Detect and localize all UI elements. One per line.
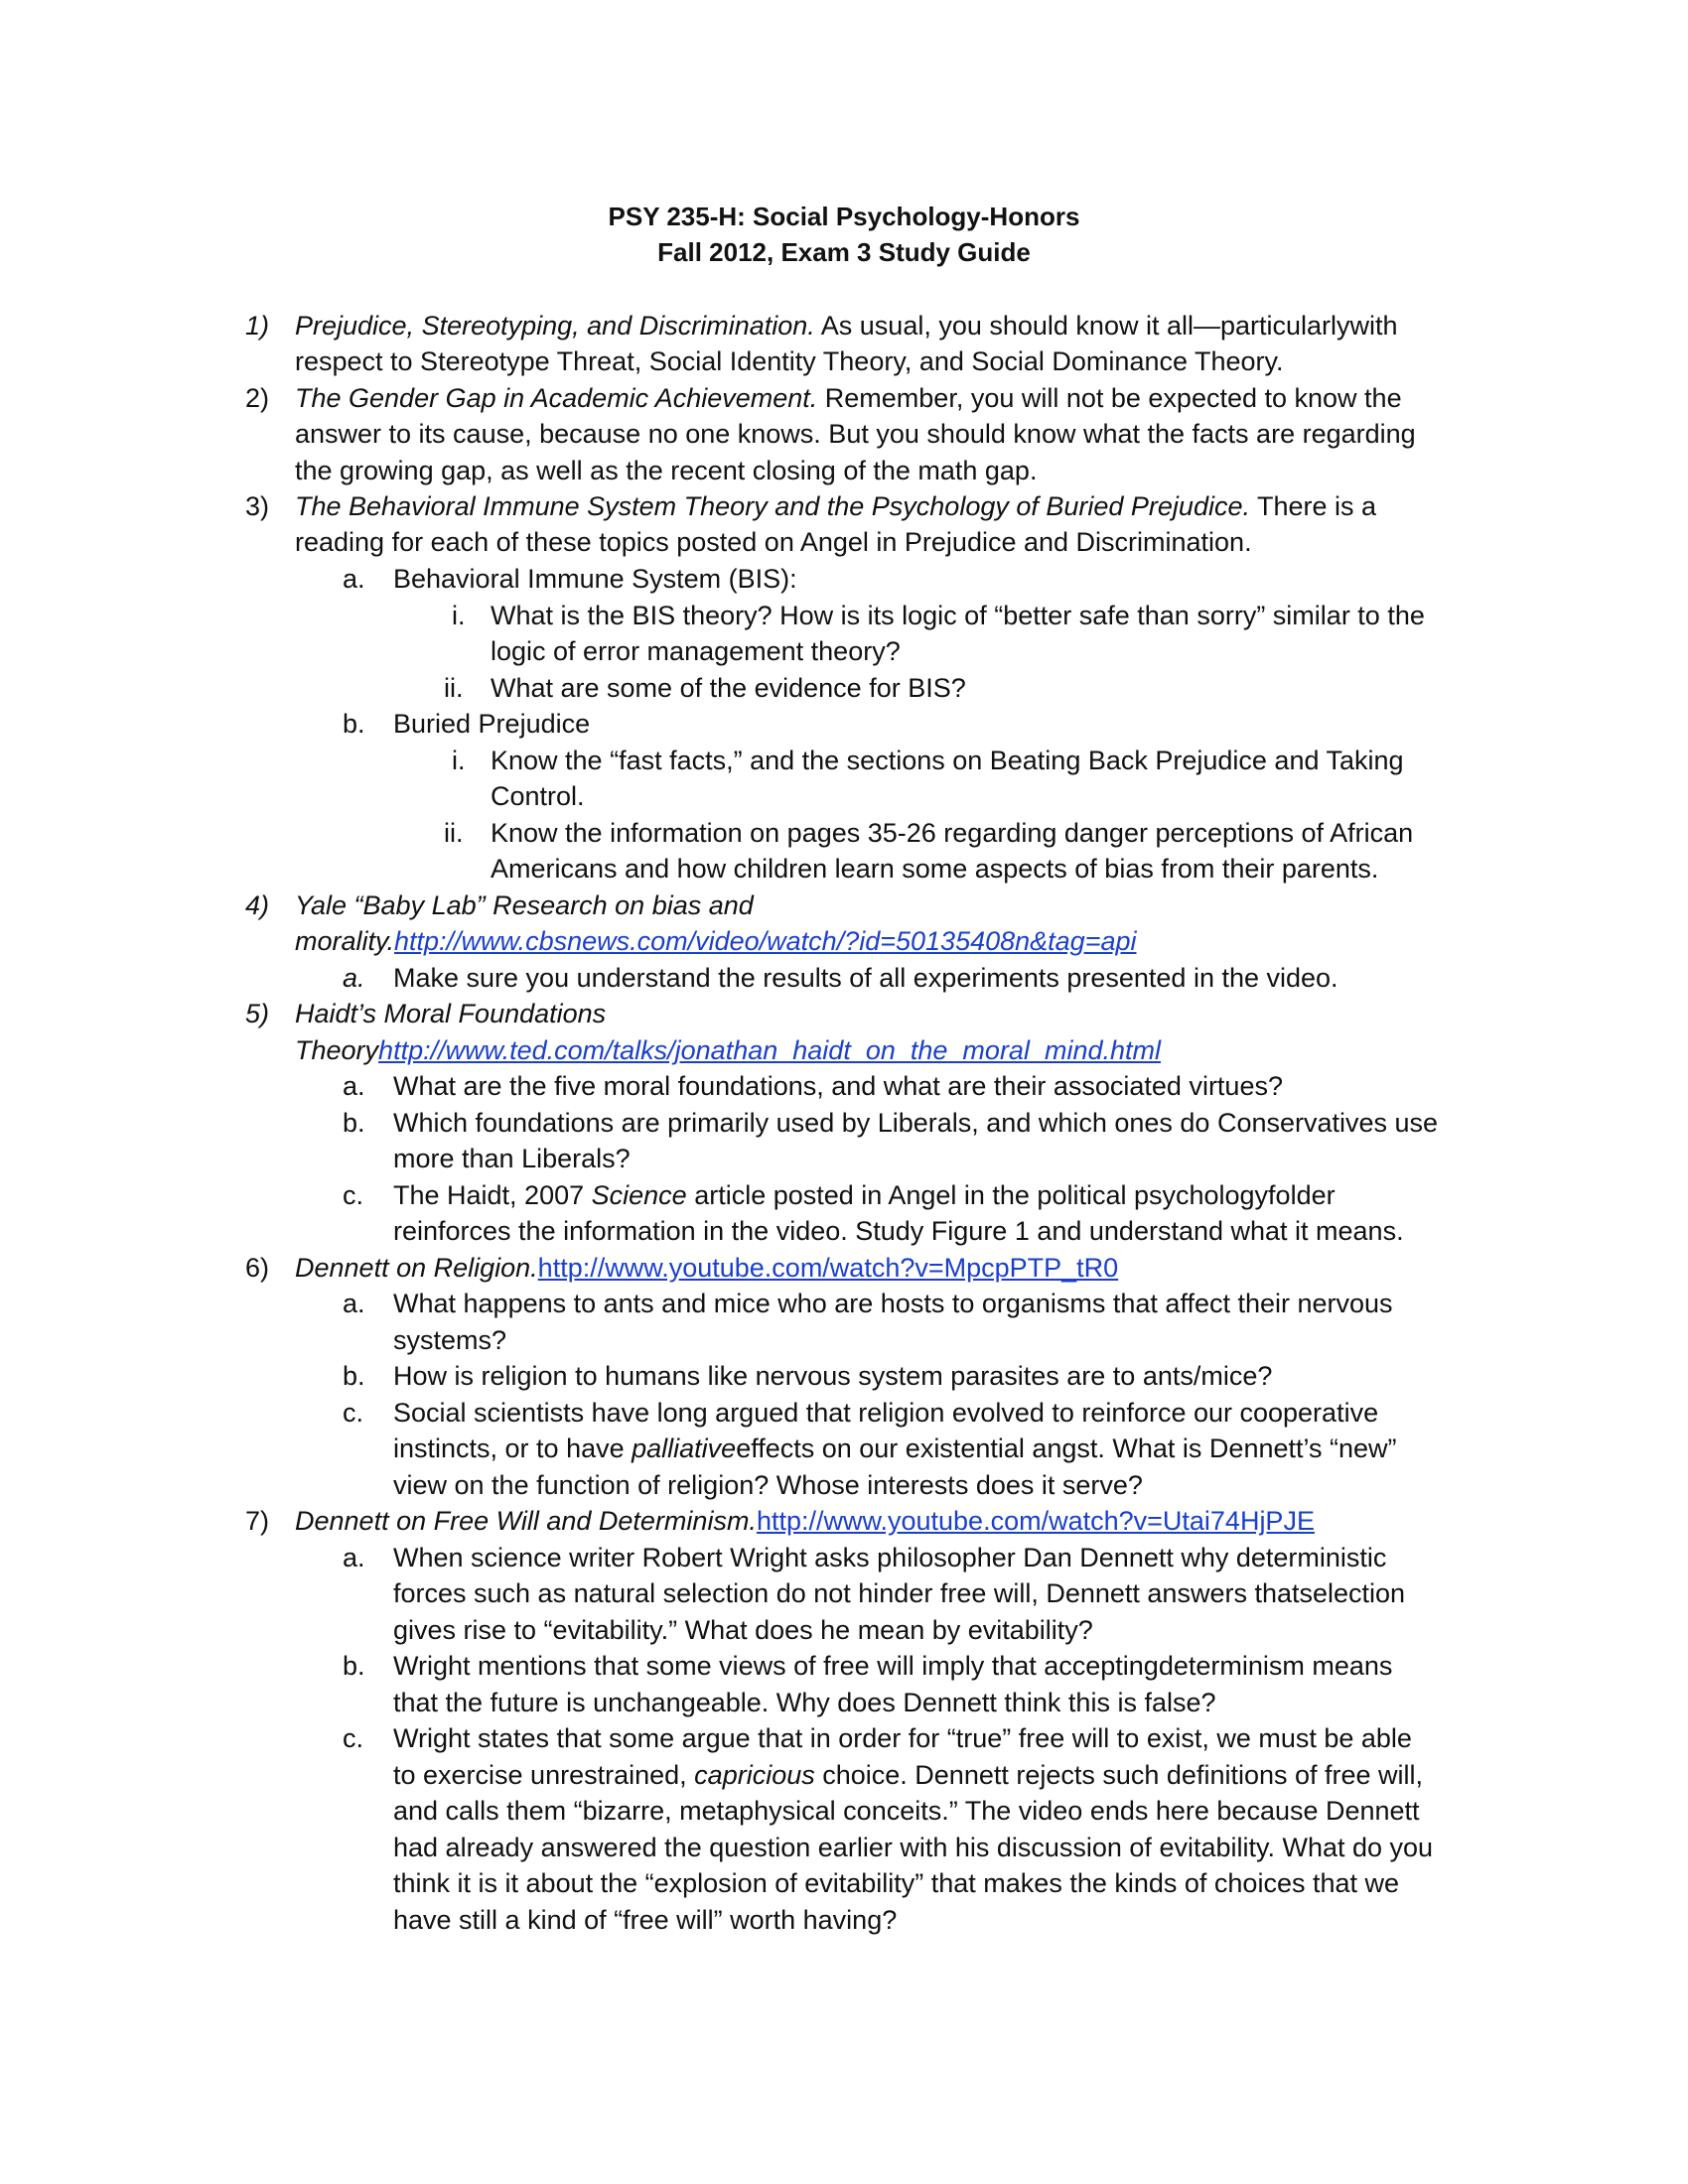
item-text: respect to Stereotype Threat, Social Identity Theory, and Social Dominance Theory. [295,346,1284,376]
sub-letter: a. [343,1289,365,1318]
sub-letter: a. [343,963,365,993]
page-subtitle: Fall 2012, Exam 3 Study Guide [657,237,1031,267]
item-text: answer to its cause, because no one knows. But you should know what the facts are regarding [295,419,1416,449]
subsub-item-text: Americans and how children learn some aspects of bias from their parents. [491,854,1379,884]
sub-item-text: Behavioral Immune System (BIS): [393,564,797,594]
sub-letter: b. [343,1108,365,1138]
item-heading: The Behavioral Immune System Theory and the Psychology of Buried Prejudice. [295,491,1250,521]
sub-item-text: and calls them “bizarre, metaphysical conceits.” The video ends here because Dennett [393,1796,1420,1826]
sub-item-text: view on the function of religion? Whose interests does it serve? [393,1470,1143,1500]
video-link[interactable]: http://www.cbsnews.com/video/watch/?id=50135408n&tag=api [394,926,1137,956]
item-text: reading for each of these topics posted on Angel in Prejudice and Discrimination. [295,527,1252,557]
item-text: There is a [1249,491,1377,521]
item-text: Remember, you will not be expected to know the [817,383,1402,413]
subsub-item-text: Control. [491,781,585,811]
sub-item-text: Wright mentions that some views of free will imply that acceptingdeterminism means [393,1651,1393,1681]
sub-item-text: systems? [393,1325,507,1355]
sub-item-text: think it is it about the “explosion of evitability” that makes the kinds of choices that we [393,1868,1400,1898]
item-text: As usual, you should know it all—particularlywith [814,311,1398,341]
sub-item-text: more than Liberals? [393,1144,631,1173]
subsub-item-text: What is the BIS theory? How is its logic of “better safe than sorry” similar to the [491,601,1425,630]
emphasis-word: palliative [632,1433,737,1463]
sub-item-text: The Haidt, 2007 [393,1180,592,1210]
sub-item-text: forces such as natural selection do not hinder free will, Dennett answers thatselection [393,1578,1406,1608]
sub-item-text: reinforces the information in the video. Study Figure 1 and understand what it means. [393,1216,1404,1246]
item-heading: morality. [295,926,395,956]
sub-item-text: that the future is unchangeable. Why does Dennett think this is false? [393,1688,1216,1717]
subsub-item-text: Know the “fast facts,” and the sections on Beating Back Prejudice and Taking [491,746,1404,775]
subsub-roman: ii. [444,673,464,703]
sub-letter: a. [343,1071,365,1101]
sub-item-text: have still a kind of “free will” worth having? [393,1905,898,1935]
subsub-item-text: Know the information on pages 35-26 regarding danger perceptions of African [491,818,1414,848]
item-number: 6) [245,1253,270,1283]
sub-item-text: Make sure you understand the results of all experiments presented in the video. [393,963,1338,993]
sub-item-text: article posted in Angel in the political psychologyfolder [686,1180,1336,1210]
sub-item-text: Social scientists have long argued that religion evolved to reinforce our cooperative [393,1398,1379,1428]
video-link[interactable]: http://www.youtube.com/watch?v=MpcpPTP_tR0 [537,1253,1119,1283]
sub-letter: a. [343,1543,365,1572]
sub-item-text: Wright states that some argue that in order for “true” free will to exist, we must be able [393,1723,1412,1753]
item-heading: Dennett on Religion. [295,1253,538,1283]
sub-item-text: What are the five moral foundations, and what are their associated virtues? [393,1071,1283,1101]
item-number: 7) [245,1506,270,1536]
sub-letter: b. [343,1361,365,1391]
item-number: 4) [245,890,270,920]
sub-item-text: What happens to ants and mice who are hosts to organisms that affect their nervous [393,1289,1393,1318]
item-heading: Theory [295,1035,379,1065]
page-title: PSY 235-H: Social Psychology-Honors [608,202,1080,231]
sub-letter: c. [343,1723,364,1753]
item-heading: Yale “Baby Lab” Research on bias and [295,890,754,920]
subsub-roman: i. [452,746,466,775]
journal-name: Science [591,1180,687,1210]
sub-item-text: to exercise unrestrained, [393,1760,695,1790]
sub-item-text: gives rise to “evitability.” What does he mean by evitability? [393,1615,1093,1645]
item-number: 2) [245,383,270,413]
item-heading: Prejudice, Stereotyping, and Discrimination. [295,311,815,341]
subsub-item-text: logic of error management theory? [491,636,901,666]
sub-letter: c. [343,1180,364,1210]
sub-item-text: Which foundations are primarily used by Liberals, and which ones do Conservatives use [393,1108,1439,1138]
sub-letter: b. [343,709,365,739]
sub-item-text: How is religion to humans like nervous system parasites are to ants/mice? [393,1361,1273,1391]
video-link[interactable]: http://www.youtube.com/watch?v=Utai74HjPJE [756,1506,1315,1536]
sub-item-text: effects on our existential angst. What is Dennett’s “new” [736,1433,1397,1463]
video-link[interactable]: http://www.ted.com/talks/jonathan_haidt_on_the_moral_mind.html [378,1035,1161,1065]
item-number: 3) [245,491,270,521]
sub-letter: a. [343,564,365,594]
subsub-item-text: What are some of the evidence for BIS? [491,673,966,703]
item-heading: The Gender Gap in Academic Achievement. [295,383,818,413]
sub-item-text: choice. Dennett rejects such definitions of free will, [814,1760,1424,1790]
item-heading: Dennett on Free Will and Determinism. [295,1506,757,1536]
sub-item-text: instincts, or to have [393,1433,633,1463]
sub-item-text: When science writer Robert Wright asks philosopher Dan Dennett why deterministic [393,1543,1387,1572]
emphasis-word: capricious [694,1760,815,1790]
sub-letter: c. [343,1398,364,1428]
subsub-roman: ii. [444,818,464,848]
sub-letter: b. [343,1651,365,1681]
item-text: the growing gap, as well as the recent closing of the math gap. [295,456,1038,485]
item-number: 5) [245,999,270,1028]
subsub-roman: i. [452,601,466,630]
item-heading: Haidt’s Moral Foundations [295,999,607,1028]
item-number: 1) [245,311,270,341]
sub-item-text: Buried Prejudice [393,709,591,739]
sub-item-text: had already answered the question earlier with his discussion of evitability. What do you [393,1833,1434,1862]
